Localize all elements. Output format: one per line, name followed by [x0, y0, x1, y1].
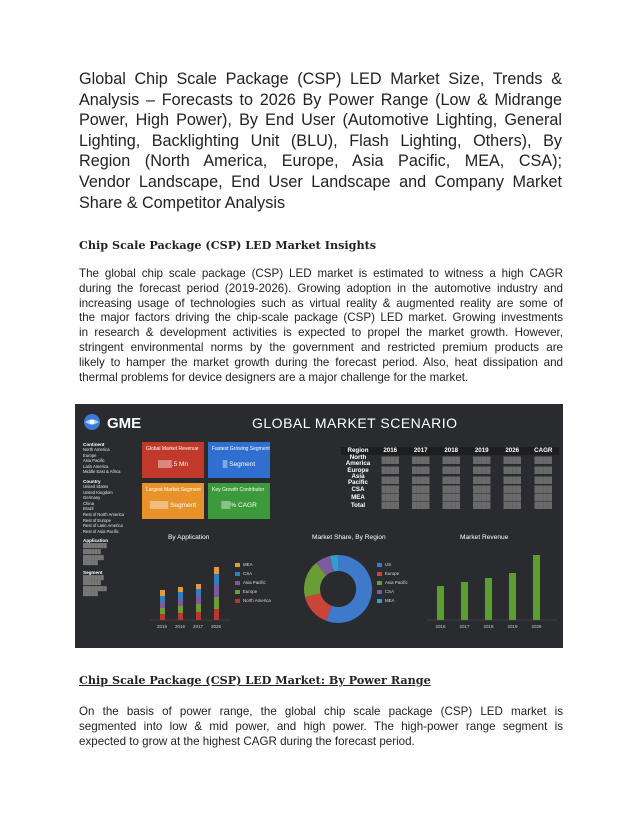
- sidebar-group-label: Segment: [83, 569, 103, 575]
- tile-fastest-growing: [208, 442, 270, 478]
- row-label: Asia Pacific: [348, 473, 368, 487]
- table-row: North America ████ ████ ████ ████ ████ ████: [341, 455, 559, 467]
- tile-key-growth: [208, 483, 270, 519]
- revenue-bar-2017: [461, 582, 468, 620]
- stacked-bar-2017: [196, 584, 201, 620]
- paragraph-line: during the forecast period (2019-2026). Growing adoption in the automotive industry and: [79, 281, 563, 295]
- legend-item: CSA: [377, 587, 408, 596]
- column-header: 2019: [467, 447, 498, 455]
- legend-item: MEA: [377, 596, 408, 605]
- tile-label: Fastest Growing Segment: [212, 446, 270, 452]
- sidebar-item[interactable]: United States: [83, 483, 109, 489]
- sidebar-item-blurred: ██████: [83, 548, 101, 554]
- tile-label: Global Market Revenue: [146, 446, 199, 452]
- revenue-bar-2018: [485, 578, 492, 620]
- table-row: MEA ████ ████ ████ ████ ████ ████: [341, 494, 559, 502]
- column-header: Region: [341, 447, 375, 455]
- x-tick-label: 2017: [459, 624, 470, 629]
- chart-title-application: By Application: [168, 534, 210, 541]
- paragraph-line: stringent environmental norms by the government and restricted premium products are: [79, 340, 563, 354]
- section-heading-power-range: Chip Scale Package (CSP) LED Market: By Power Range: [79, 673, 431, 687]
- market-share-legend: [377, 560, 408, 605]
- sidebar-item-blurred: █████: [83, 591, 98, 597]
- stacked-bar-2015: [160, 590, 165, 620]
- row-label: MEA: [351, 494, 365, 502]
- column-header: 2017: [406, 447, 437, 455]
- legend-item: MEA: [235, 560, 271, 569]
- table-row: Total ████ ████ ████ ████ ████ ████: [341, 501, 559, 509]
- sidebar-item[interactable]: Europe: [83, 452, 97, 458]
- sidebar-item-blurred: ██████: [83, 580, 101, 586]
- column-header: 2026: [497, 447, 528, 455]
- stacked-bar-2026: [214, 567, 219, 620]
- market-revenue-bar-chart: [425, 544, 559, 634]
- x-tick-label: 2015: [156, 624, 168, 629]
- chart-title-market-revenue: Market Revenue: [460, 534, 509, 541]
- sidebar-item[interactable]: Asia Pacific: [83, 458, 105, 464]
- x-tick-label: 2017: [192, 624, 204, 629]
- title-line: Lighting, Backlighting Unit (BLU), Flash Lighting, Others), By: [79, 131, 562, 150]
- insights-paragraph: [79, 267, 563, 385]
- filter-sidebar: [83, 440, 137, 597]
- sidebar-item[interactable]: Rest of Asia Pacific: [83, 528, 119, 534]
- table-row: CSA ████ ████ ████ ████ ████ ████: [341, 486, 559, 494]
- x-tick-label: 2026: [210, 624, 222, 629]
- sidebar-item[interactable]: Middle East & Africa: [83, 469, 121, 475]
- x-tick-label: 2019: [507, 624, 518, 629]
- sidebar-item[interactable]: Brazil: [83, 506, 94, 512]
- paragraph-line: the major factors driving the chip-scale package (CSP) LED market. Growing investments: [79, 311, 563, 325]
- sidebar-item[interactable]: Germany: [83, 495, 101, 501]
- paragraph-line: thermal problems for device designers are a major challenge for the market.: [79, 370, 469, 384]
- sidebar-item[interactable]: North America: [83, 447, 110, 452]
- paragraph-line: expected to grow at the highest CAGR during the forecast period.: [79, 734, 415, 748]
- legend-item: Asia Pacific: [235, 578, 271, 587]
- tile-value: █ Segment: [222, 461, 256, 468]
- legend-item: US: [377, 560, 408, 569]
- sidebar-item[interactable]: China: [83, 500, 94, 506]
- paragraph-line: in research & development activities is expected to propel the market growth. However,: [79, 326, 563, 340]
- brand-name: GME: [107, 415, 142, 432]
- legend-item: Europe: [235, 587, 271, 596]
- globe-icon: [83, 413, 101, 431]
- tile-value: ████ Segment: [149, 502, 197, 509]
- title-line: Vendor Landscape, End User Landscape and Company Market: [79, 172, 562, 191]
- x-tick-label: 2018: [483, 624, 494, 629]
- sidebar-group-label: Continent: [83, 442, 105, 447]
- paragraph-line: On the basis of power range, the global chip scale package (CSP) LED market is: [79, 705, 563, 718]
- tile-label: Key Growth Contributor: [212, 487, 265, 493]
- column-header: CAGR: [528, 447, 560, 455]
- title-line: Global Chip Scale Package (CSP) LED Market Size, Trends &: [79, 70, 562, 88]
- sidebar-item[interactable]: Rest of Latin America: [83, 523, 123, 529]
- x-tick-label: 2026: [531, 624, 542, 629]
- title-line: Analysis – Forecasts to 2026 By Power Range (Low & Midrange: [79, 90, 562, 109]
- table-header-row: [341, 447, 559, 455]
- tile-label: Largest Market Segment: [146, 487, 201, 493]
- legend-item: Asia Pacific: [377, 578, 408, 587]
- document-title: [79, 69, 562, 213]
- sidebar-item[interactable]: Rest of North America: [83, 511, 124, 517]
- revenue-bar-2016: [437, 586, 444, 620]
- table-row: Asia Pacific ████ ████ ████ ████ ████ ████: [341, 474, 559, 486]
- market-scenario-infographic: [75, 404, 563, 648]
- tile-largest-segment: [142, 483, 204, 519]
- column-header: 2018: [436, 447, 467, 455]
- table-row: Europe ████ ████ ████ ████ ████ ████: [341, 467, 559, 475]
- sidebar-item[interactable]: Rest of Europe: [83, 517, 111, 523]
- paragraph-line: segmented into low & mid power, and high power. The high-power range segment is: [79, 719, 563, 733]
- paragraph-line: increasing usage of technologies such as virtual reality & augmented reality are some of: [79, 296, 563, 310]
- row-label: North America: [345, 453, 371, 467]
- x-tick-label: 2016: [174, 624, 186, 629]
- sidebar-group-label: Application: [83, 538, 109, 544]
- row-label: CSA: [351, 486, 365, 494]
- application-legend: [235, 560, 271, 605]
- sidebar-item-blurred: █████: [83, 560, 98, 566]
- legend-item: Europe: [377, 569, 408, 578]
- column-header: 2016: [375, 447, 406, 455]
- legend-item: CSA: [235, 569, 271, 578]
- sidebar-item-blurred: ████████: [83, 585, 107, 591]
- revenue-bar-2019: [509, 573, 516, 620]
- title-line: Share & Competitor Analysis: [79, 193, 286, 212]
- revenue-bar-2026: [533, 555, 540, 620]
- application-bar-chart: [147, 544, 233, 634]
- infographic-heading: GLOBAL MARKET SCENARIO: [252, 415, 458, 431]
- title-line: Region (North America, Europe, Asia Pacific, MEA, CSA);: [79, 152, 562, 171]
- infographic-header: [75, 404, 563, 444]
- x-tick-label: 2016: [435, 624, 446, 629]
- section-heading-insights: Chip Scale Package (CSP) LED Market Insights: [79, 238, 377, 252]
- sidebar-item-blurred: ███████: [83, 554, 104, 560]
- paragraph-line: likely to hamper the market growth during the forecast period. Also, heat dissipation and: [79, 355, 563, 369]
- region-table: [341, 447, 559, 509]
- stacked-bar-2016: [178, 587, 183, 620]
- row-label: Total: [350, 501, 366, 509]
- paragraph-line: The global chip scale package (CSP) LED market is estimated to witness a high CAGR: [79, 267, 563, 280]
- power-range-paragraph: [79, 705, 563, 749]
- sidebar-item[interactable]: United Kingdom: [83, 489, 113, 495]
- sidebar-item-blurred: ███████: [83, 574, 104, 580]
- sidebar-item-blurred: ████████: [83, 543, 107, 549]
- legend-item: North America: [235, 596, 271, 605]
- market-share-donut: [295, 546, 381, 632]
- sidebar-item[interactable]: Latin America: [83, 463, 109, 469]
- tile-value: ██% CAGR: [221, 502, 257, 509]
- sidebar-group-label: Country: [83, 478, 101, 484]
- chart-title-market-share: Market Share, By Region: [312, 534, 386, 541]
- tile-global-revenue: [142, 442, 204, 478]
- row-label: Europe: [347, 466, 369, 474]
- tile-value: ███.5 Mn: [157, 461, 189, 468]
- title-line: Power, High Power), By End User (Automotive Lighting, General: [79, 111, 562, 130]
